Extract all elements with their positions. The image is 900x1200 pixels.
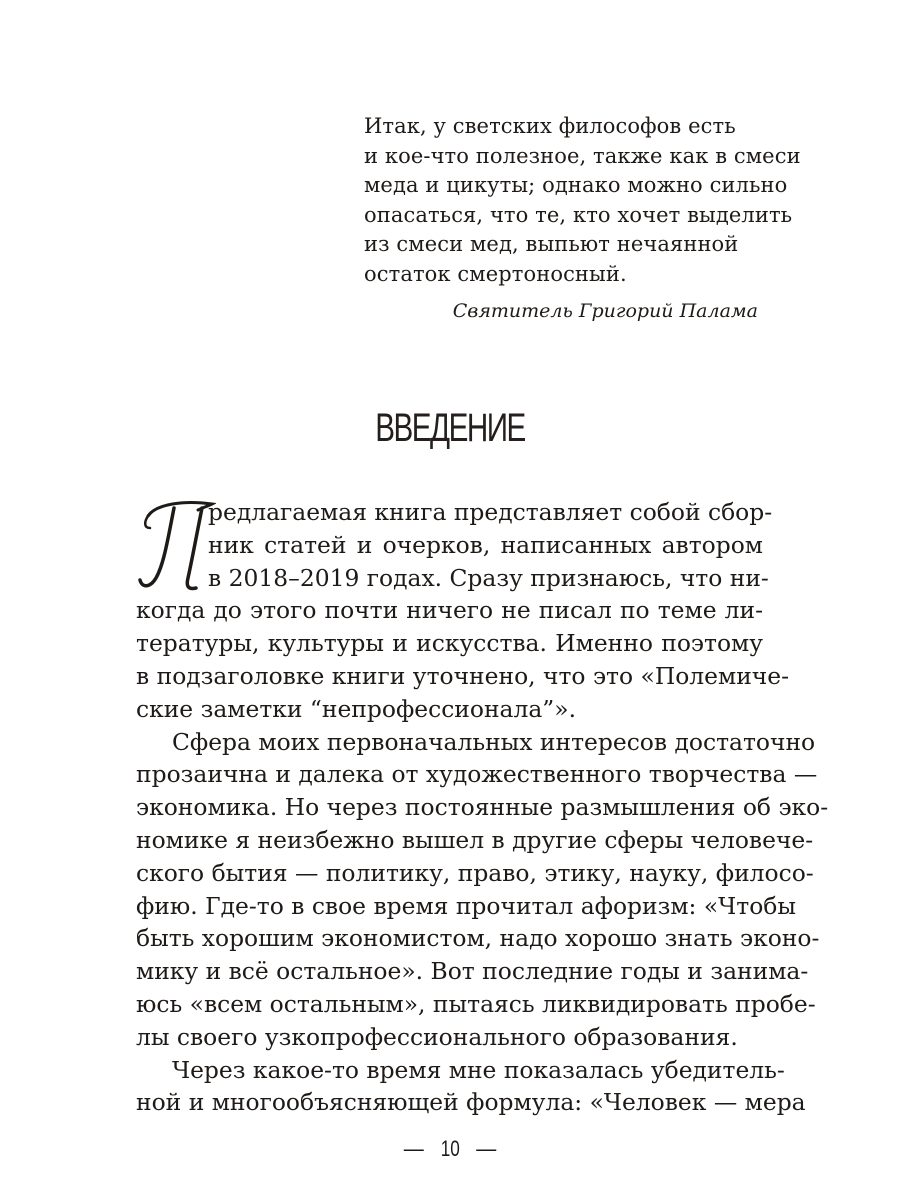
paragraph-line: быть хорошим экономистом, надо хорошо знать эконо- [136,924,820,953]
epigraph-line: из смеси мед, выпьют нечаянной [364,232,739,256]
drop-cap-letter [138,498,216,596]
folio-dash-right: — [475,1137,498,1162]
paragraph-line: мику и всё остальное». Вот последние годы и занима- [136,957,809,986]
paragraph-line: Через какое-то время мне показалась убедитель- [172,1055,785,1084]
paragraph-line: фию. Где-то в свое время прочитал афоризм: «Чтобы [136,891,796,920]
paragraph-line: экономика. Но через постоянные размышления об эко- [136,793,829,822]
paragraph-line: в подзаголовке книги уточнено, что это «Полемиче- [136,661,789,690]
paragraph-line: ной и многообъясняющей формула: «Человек — мера [136,1088,806,1117]
folio-dash-left: — [402,1137,425,1162]
page-number: 10 [440,1136,460,1161]
paragraph-line: ские заметки “непрофессионала”». [136,694,577,723]
paragraph-line: тературы, культуры и искусства. Именно поэтому [136,629,763,658]
epigraph-line: и кое-что полезное, также как в смеси [364,143,801,168]
epigraph-line: меда и цикуты; однако можно сильно [364,173,788,197]
chapter-title: ВВЕДЕНИЕ [375,406,525,450]
drop-cap-glyph [138,498,216,596]
paragraph-line: когда до этого почти ничего не писал по теме ли- [136,596,763,625]
epigraph-line: опасаться, что те, кто хочет выделить [364,202,793,227]
epigraph-line: остаток смертоносный. [364,261,627,286]
page-number-footer [0,1134,900,1165]
paragraph-line: ского бытия — политику, право, этику, науку, филосо- [136,858,814,887]
paragraph-line: редлагаемая книга представляет собой сбор- [208,498,773,526]
paragraph-line: Сфера моих первоначальных интересов достаточно [172,727,816,756]
paragraph-line: номике я неизбежно вышел в другие сферы человече- [136,825,814,854]
paragraph-line: лы своего узкопрофессионального образования. [136,1022,738,1051]
paragraph-line: в 2018–2019 годах. Сразу признаюсь, что ни- [208,563,769,592]
paragraph-line: юсь «всем остальным», пытаясь ликвидировать пробе- [136,989,816,1018]
epigraph [364,112,801,324]
body-text [136,496,829,1119]
epigraph-attribution: Святитель Григорий Палама [452,300,758,322]
paragraph-line: прозаична и далека от художественного творчества — [136,760,818,789]
epigraph-line: Итак, у светских философов есть [364,114,736,138]
paragraph-line: ник статей и очерков, написанных автором [208,530,763,559]
